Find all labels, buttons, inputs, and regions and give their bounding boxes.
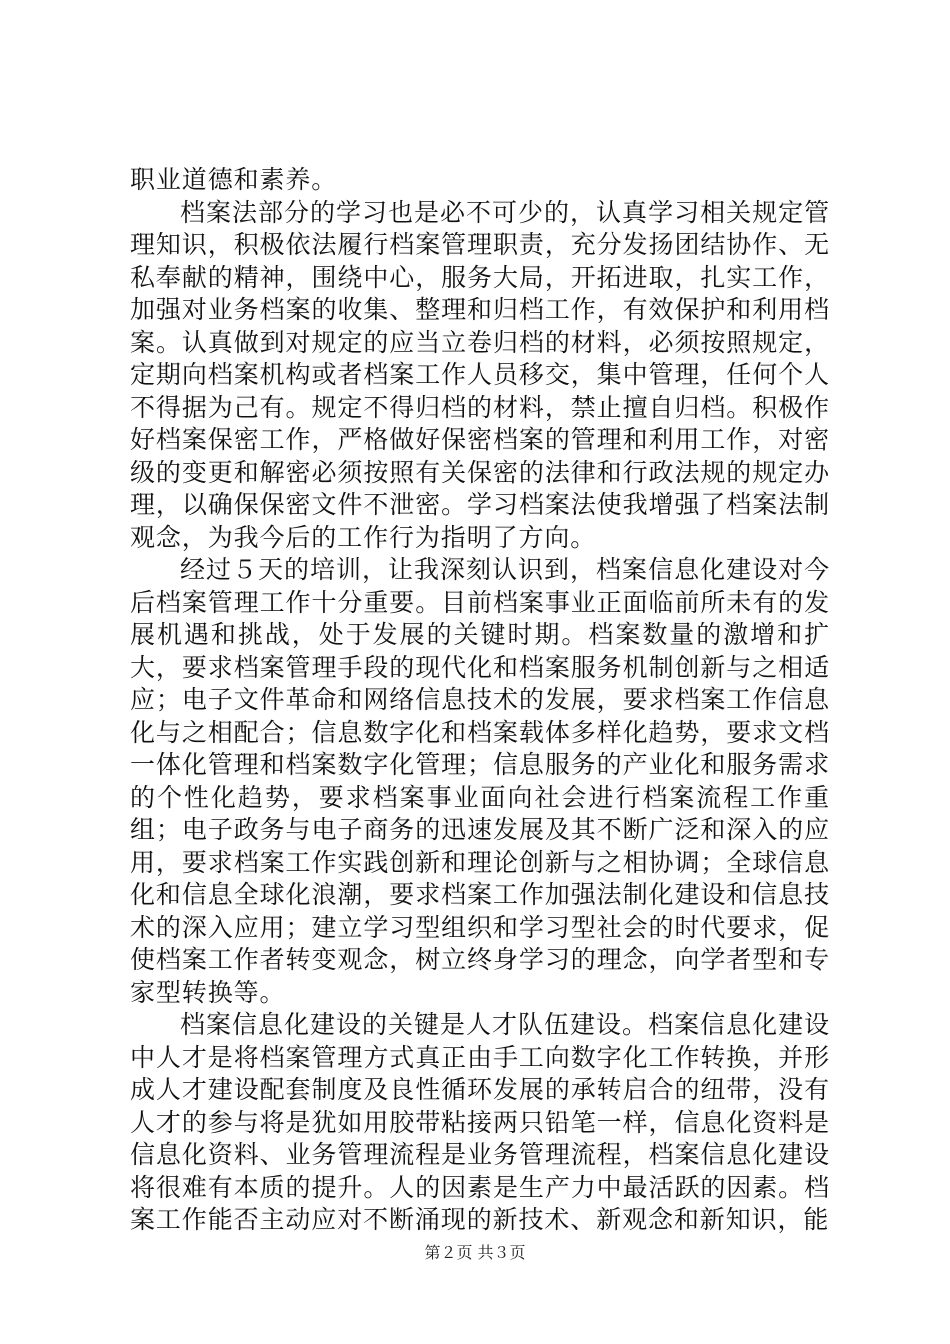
paragraph-training-informatization: 经过５天的培训，让我深刻认识到，档案信息化建设对今后档案管理工作十分重要。目前档案事业正面临前所未有的发展机遇和挑战，处于发展的关键时期。档案数量的激增和扩大，要求档案管理手段的现代化和档案服务机制创新与之相适应；电子文件革命和网络信息技术的发展，要求档案工作信息化与之相配合；信息数字化和档案载体多样化趋势，要求文档一体化管理和档案数字化管理；信息服务的产业化和服务需求的个性化趋势，要求档案事业面向社会进行档案流程工作重组；电子政务与电子商务的迅速发展及其不断广泛和深入的应用，要求档案工作实践创新和理论创新与之相协调；全球信息化和信息全球化浪潮，要求档案工作加强法制化建设和信息技术的深入应用；建立学习型组织和学习型社会的时代要求，促使档案工作者转变观念，树立终身学习的理念，向学者型和专家型转换等。: [130, 555, 830, 1007]
paragraph-talent-team: 档案信息化建设的关键是人才队伍建设。档案信息化建设中人才是将档案管理方式真正由手工向数字化工作转换，并形成人才建设配套制度及良性循环发展的承转启合的纽带，没有人才的参与将是犹如用胶带粘接两只铅笔一样，信息化资料是信息化资料、业务管理流程是业务管理流程，档案信息化建设将很难有本质的提升。人的因素是生产力中最活跃的因素。档案工作能否主动应对不断涌现的新技术、新观念和新知识，能: [130, 1010, 830, 1234]
paragraph-archive-law: 档案法部分的学习也是必不可少的，认真学习相关规定管理知识，积极依法履行档案管理职责，充分发扬团结协作、无私奉献的精神，围绕中心，服务大局，开拓进取，扎实工作，加强对业务档案的收集、整理和归档工作，有效保护和利用档案。认真做到对规定的应当立卷归档的材料，必须按照规定，定期向档案机构或者档案工作人员移交，集中管理，任何个人不得据为己有。规定不得归档的材料，禁止擅自归档。积极作好档案保密工作，严格做好保密档案的管理和利用工作，对密级的变更和解密必须按照有关保密的法律和行政法规的规定办理，以确保保密文件不泄密。学习档案法使我增强了档案法制观念，为我今后的工作行为指明了方向。: [130, 197, 830, 552]
page-number-footer: 第２页 共３页: [424, 1243, 526, 1262]
paragraph-continuation: 职业道德和素养。: [130, 165, 338, 194]
document-body: [130, 164, 830, 1237]
